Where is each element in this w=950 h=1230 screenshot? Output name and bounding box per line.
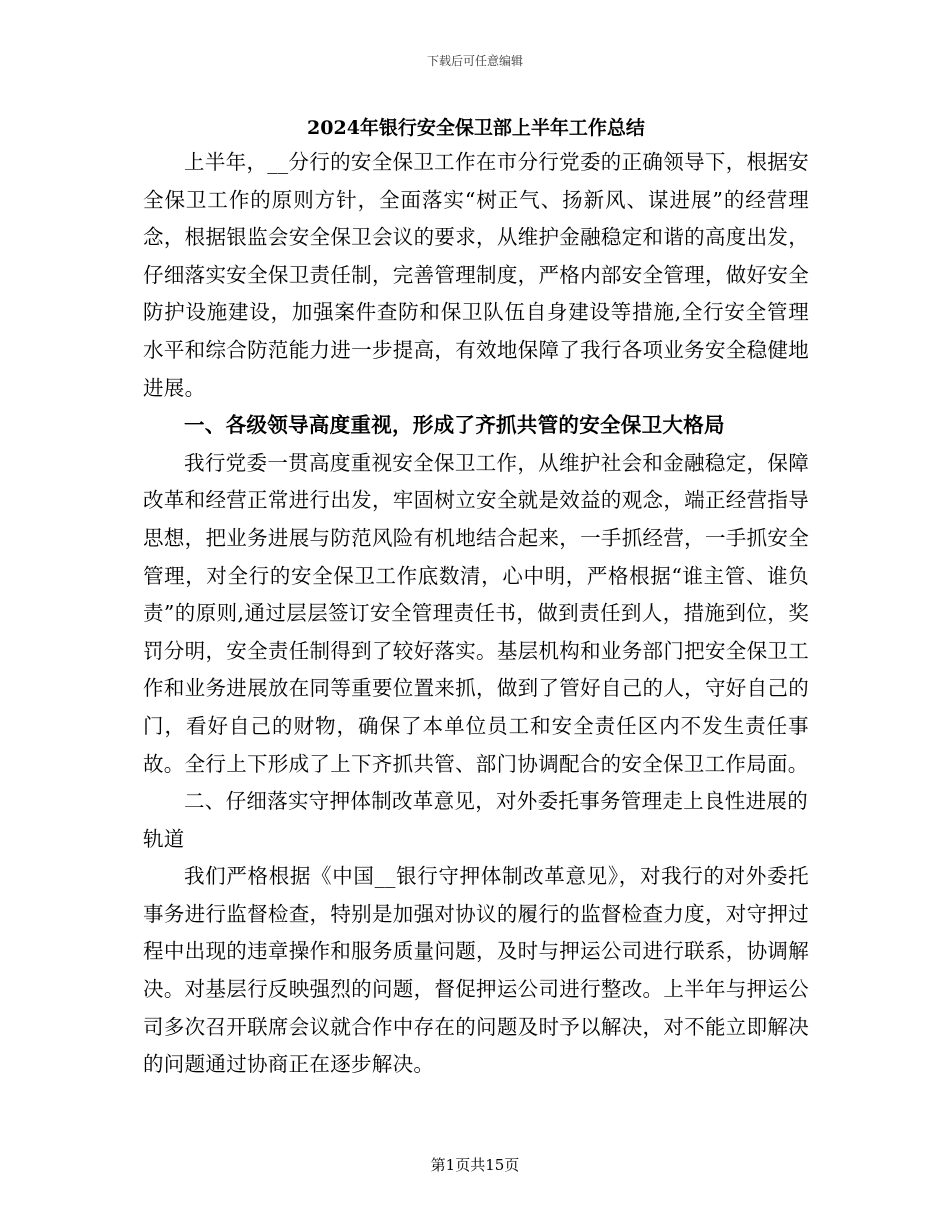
page-number: 第1页共15页	[430, 1156, 520, 1174]
document-title: 2024年银行安全保卫部上半年工作总结	[307, 117, 645, 139]
document-body	[143, 112, 809, 1084]
section-2-heading: 二、仔细落实守押体制改革意见，对外委托事务管理走上良性进展的轨道	[143, 789, 808, 851]
section-1-heading: 一、各级领导高度重视，形成了齐抓共管的安全保卫大格局	[184, 413, 725, 438]
download-note: 下载后可任意编辑	[426, 54, 523, 68]
intro-paragraph: 上半年，__分行的安全保卫工作在市分行党委的正确领导下，根据安全保卫工作的原则方针，全面落实“树正气、扬新风、谋进展”的经营理念，根据银监会安全保卫会议的要求，从维护金融稳定和谐的高度出发，仔细落实安全保卫责任制，完善管理制度，严格内部安全管理，做好安全防护设施建设，加强案件查防和保卫队伍自身建设等措施,全行安全管理水平和综合防范能力进一步提高，有效地保障了我行各项业务安全稳健地进展。	[143, 150, 809, 400]
section-1-paragraph: 我行党委一贯高度重视安全保卫工作，从维护社会和金融稳定，保障改革和经营正常进行出发，牢固树立安全就是效益的观念，端正经营指导思想，把业务进展与防范风险有机地结合起来，一手抓经营，一手抓安全管理，对全行的安全保卫工作底数清，心中明，严格根据“谁主管、谁负责”的原则,通过层层签订安全管理责任书，做到责任到人，措施到位，奖罚分明，安全责任制得到了较好落实。基层机构和业务部门把安全保卫工作和业务进展放在同等重要位置来抓，做到了管好自己的人，守好自己的门，看好自己的财物，确保了本单位员工和安全责任区内不发生责任事故。全行上下形成了上下齐抓共管、部门协调配合的安全保卫工作局面。	[143, 450, 809, 776]
section-2-paragraph: 我们严格根据《中国__银行守押体制改革意见》，对我行的对外委托事务进行监督检查，特别是加强对协议的履行的监督检查力度，对守押过程中出现的违章操作和服务质量问题，及时与押运公司进行联系，协调解决。对基层行反映强烈的问题，督促押运公司进行整改。上半年与押运公司多次召开联席会议就合作中存在的问题及时予以解决，对不能立即解决的问题通过协商正在逐步解决。	[143, 864, 809, 1077]
